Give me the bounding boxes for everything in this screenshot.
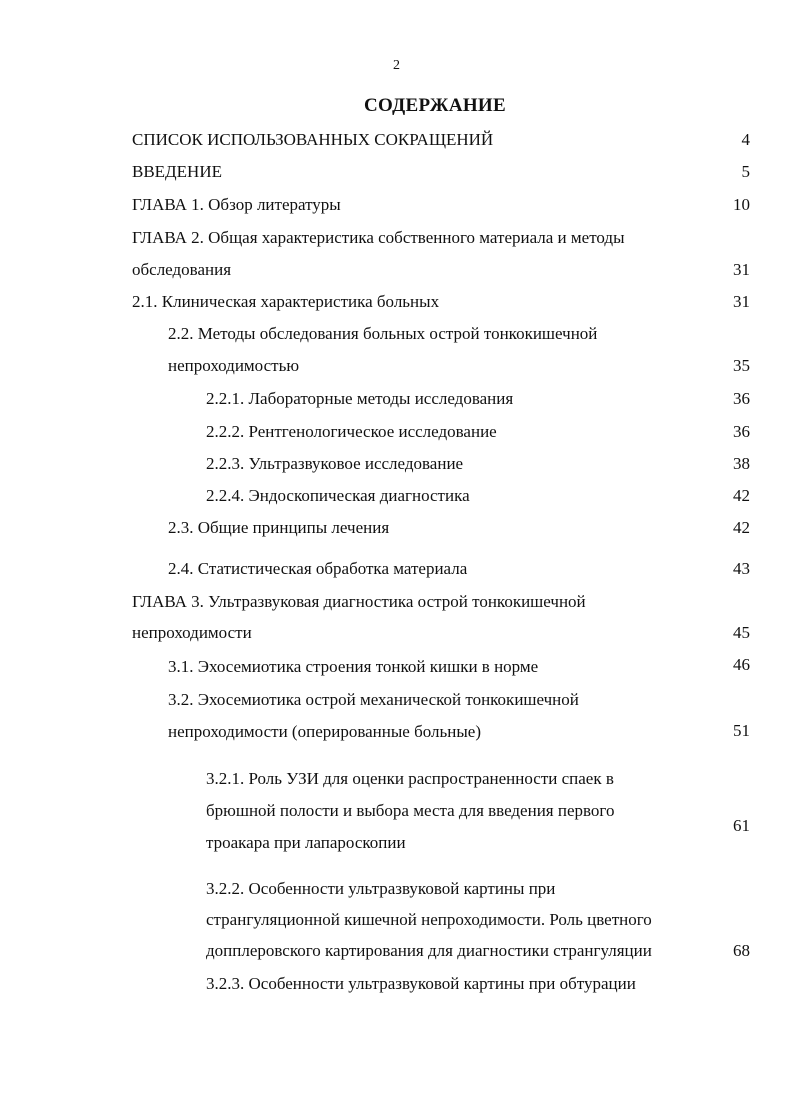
- toc-entry-text: 2.2. Методы обследования больных острой тонкокишечной: [168, 324, 598, 343]
- toc-entry-text: СПИСОК ИСПОЛЬЗОВАННЫХ СОКРАЩЕНИЙ: [132, 130, 494, 149]
- toc-entry-text: 3.2.1. Роль УЗИ для оценки распространенности спаек в: [206, 769, 614, 788]
- toc-entry-text: 2.2.4. Эндоскопическая диагностика: [206, 486, 470, 505]
- toc-entry-page: 36: [733, 422, 750, 441]
- toc-entry-text-continued: обследования: [132, 260, 232, 279]
- toc-entry-page: 42: [733, 518, 750, 537]
- toc-entry-text: 3.2.3. Особенности ультразвуковой картины при обтурации: [206, 974, 636, 993]
- toc-entry-text: ГЛАВА 2. Общая характеристика собственного материала и методы: [132, 228, 625, 247]
- toc-entry-page: 5: [741, 162, 750, 181]
- toc-entry-text: 2.3. Общие принципы лечения: [168, 518, 390, 537]
- toc-entry-text: ВВЕДЕНИЕ: [132, 162, 222, 181]
- toc-entry-text: 2.2.1. Лабораторные методы исследования: [206, 389, 514, 408]
- toc-entry-text-continued: брюшной полости и выбора места для введения первого: [206, 801, 615, 820]
- toc-entry-page: 51: [733, 721, 750, 740]
- toc-entry-page: 61: [733, 816, 750, 835]
- toc-entry-page: 10: [733, 195, 750, 214]
- toc-entry-page: 35: [733, 356, 750, 375]
- toc-entry-text: 2.2.2. Рентгенологическое исследование: [206, 422, 497, 441]
- toc-entry-text-continued: непроходимости: [132, 623, 252, 642]
- toc-entry-page: 4: [741, 130, 750, 149]
- toc-entry-page: 31: [733, 260, 750, 279]
- toc-entry-text-continued: допплеровского картирования для диагностики странгуляции: [206, 941, 652, 960]
- toc-entry-text: 2.4. Статистическая обработка материала: [168, 559, 468, 578]
- toc-title: СОДЕРЖАНИЕ: [364, 95, 506, 116]
- toc-entry-page: 45: [733, 623, 750, 642]
- toc-entry-page: 68: [733, 941, 750, 960]
- toc-entry-text: 2.2.3. Ультразвуковое исследование: [206, 454, 464, 473]
- toc-entry-page: 42: [733, 486, 750, 505]
- toc-entry-page: 43: [733, 559, 750, 578]
- toc-entry-text-continued: непроходимости (оперированные больные): [168, 722, 481, 741]
- toc-entry-text-continued: странгуляционной кишечной непроходимости. Роль цветного: [206, 910, 652, 929]
- toc-entry-text: ГЛАВА 1. Обзор литературы: [132, 195, 341, 214]
- toc-entry-text: 3.2.2. Особенности ультразвуковой картины при: [206, 879, 556, 898]
- toc-entry-text: 2.1. Клиническая характеристика больных: [132, 292, 440, 311]
- toc-entry-text: ГЛАВА 3. Ультразвуковая диагностика острой тонкокишечной: [132, 592, 586, 611]
- toc-entry-page: 46: [733, 655, 750, 674]
- toc-entry-page: 31: [733, 292, 750, 311]
- page-number: 2: [393, 58, 400, 73]
- toc-entry-page: 36: [733, 389, 750, 408]
- toc-entry-text-continued: непроходимостью: [168, 356, 300, 375]
- toc-entry-text: 3.2. Эхосемиотика острой механической тонкокишечной: [168, 690, 579, 709]
- toc-entry-text-continued: троакара при лапароскопии: [206, 833, 406, 852]
- toc-entry-text: 3.1. Эхосемиотика строения тонкой кишки в норме: [168, 657, 539, 676]
- toc-entry-page: 38: [733, 454, 750, 473]
